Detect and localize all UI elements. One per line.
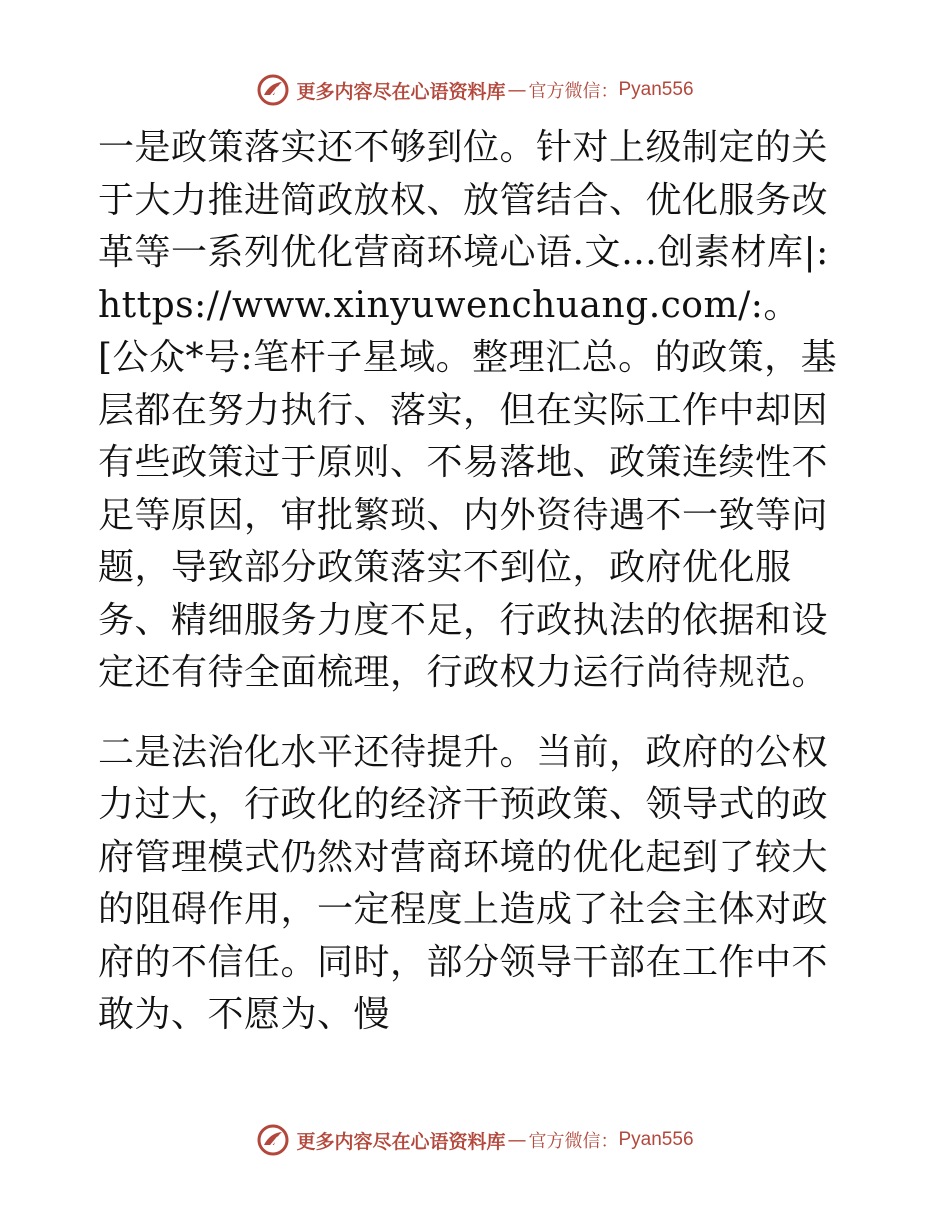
- paragraph-policy: 一是政策落实还不够到位。针对上级制定的关于大力推进简政放权、放管结合、优化服务改革等一系列优化营商环境心语.文…创素材库|:https://www.xinyuwenchuang.com/:。[公众*号:笔杆子星域。整理汇总。的政策，基层都在努力执行、落实，但在实际工作中却因有些政策过于原则、不易落地、政策连续性不足等原因，审批繁琐、内外资待遇不一致等问题，导致部分政策落实不到位，政府优化服务、精细服务力度不足，行政执法的依据和设定还有待全面梳理，行政权力运行尚待规范。: [98, 127, 838, 693]
- banner-brand-text: 更多内容尽在心语资料库: [296, 1130, 506, 1153]
- banner-dash: —: [507, 1129, 527, 1151]
- header-banner: [0, 70, 950, 110]
- banner-wechat-label: 官方微信：: [528, 1131, 619, 1152]
- footer-banner: [0, 1120, 950, 1160]
- banner-dash: —: [507, 79, 527, 101]
- brand-logo-icon: [256, 73, 290, 107]
- brand-logo-icon: [256, 1123, 290, 1157]
- document-body: [98, 122, 850, 1042]
- banner-account: Pyan556: [618, 79, 694, 100]
- banner-brand-text: 更多内容尽在心语资料库: [296, 80, 506, 103]
- banner-account: Pyan556: [618, 1129, 694, 1150]
- banner-wechat-label: 官方微信：: [528, 81, 619, 102]
- paragraph-rule-of-law: 二是法治化水平还待提升。当前，政府的公权力过大，行政化的经济干预政策、领导式的政府管理模式仍然对营商环境的优化起到了较大的阻碍作用，一定程度上造成了社会主体对政府的不信任。同时，部分领导干部在工作中不敢为、不愿为、慢: [98, 731, 829, 1035]
